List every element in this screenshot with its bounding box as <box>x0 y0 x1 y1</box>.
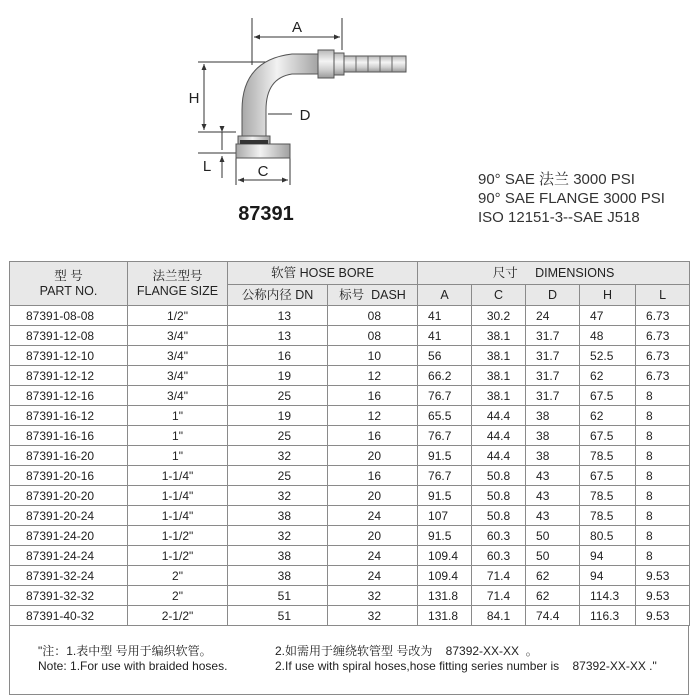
cell-dn: 38 <box>228 566 328 586</box>
cell-part-no: 87391-12-10 <box>10 346 128 366</box>
cell-c: 44.4 <box>472 406 526 426</box>
header-d: D <box>526 285 580 306</box>
cell-c: 50.8 <box>472 466 526 486</box>
table-row <box>10 606 690 626</box>
table-row <box>10 486 690 506</box>
cell-d: 31.7 <box>526 326 580 346</box>
cell-flange-size: 3/4" <box>128 326 228 346</box>
dim-label-c: C <box>257 163 269 180</box>
cell-l: 9.53 <box>636 606 690 626</box>
cell-dash: 16 <box>328 466 418 486</box>
cell-part-no: 87391-40-32 <box>10 606 128 626</box>
cell-dn: 16 <box>228 346 328 366</box>
cell-part-no: 87391-24-24 <box>10 546 128 566</box>
cell-l: 8 <box>636 426 690 446</box>
cell-h: 94 <box>580 566 636 586</box>
cell-l: 8 <box>636 406 690 426</box>
cell-dn: 19 <box>228 406 328 426</box>
cell-c: 38.1 <box>472 366 526 386</box>
cell-h: 114.3 <box>580 586 636 606</box>
dim-label-a: A <box>291 19 303 36</box>
notes-box <box>9 626 689 695</box>
cell-flange-size: 2-1/2" <box>128 606 228 626</box>
cell-c: 44.4 <box>472 426 526 446</box>
cell-d: 43 <box>526 506 580 526</box>
cell-h: 48 <box>580 326 636 346</box>
cell-d: 43 <box>526 486 580 506</box>
note-en-1: Note: 1.For use with braided hoses. <box>38 659 228 673</box>
header-dn: 公称内径 DN <box>228 285 328 306</box>
cell-h: 78.5 <box>580 506 636 526</box>
cell-c: 38.1 <box>472 326 526 346</box>
header-l: L <box>636 285 690 306</box>
cell-l: 6.73 <box>636 326 690 346</box>
header-part-no-en: PART NO. <box>39 283 98 298</box>
cell-dn: 13 <box>228 306 328 326</box>
cell-flange-size: 1-1/4" <box>128 506 228 526</box>
cell-l: 6.73 <box>636 366 690 386</box>
spec-lines <box>478 170 665 227</box>
table-row <box>10 566 690 586</box>
header-a: A <box>418 285 472 306</box>
cell-h: 94 <box>580 546 636 566</box>
cell-h: 67.5 <box>580 386 636 406</box>
dim-label-d: D <box>299 107 311 124</box>
cell-a: 66.2 <box>418 366 472 386</box>
cell-h: 47 <box>580 306 636 326</box>
dimensions-table <box>9 261 690 626</box>
cell-h: 52.5 <box>580 346 636 366</box>
cell-a: 107 <box>418 506 472 526</box>
cell-dash: 08 <box>328 306 418 326</box>
table-row <box>10 546 690 566</box>
note-en-2: 2.If use with spiral hoses,hose fitting series number is 87392-XX-XX ." <box>275 659 657 673</box>
cell-part-no: 87391-20-20 <box>10 486 128 506</box>
cell-c: 60.3 <box>472 546 526 566</box>
header-flange-cn: 法兰型号 <box>152 268 203 283</box>
table-row <box>10 506 690 526</box>
cell-a: 131.8 <box>418 586 472 606</box>
cell-dn: 38 <box>228 546 328 566</box>
cell-flange-size: 3/4" <box>128 366 228 386</box>
cell-a: 76.7 <box>418 426 472 446</box>
cell-l: 8 <box>636 526 690 546</box>
cell-d: 62 <box>526 586 580 606</box>
header-c: C <box>472 285 526 306</box>
cell-d: 62 <box>526 566 580 586</box>
cell-flange-size: 1" <box>128 426 228 446</box>
cell-flange-size: 1-1/4" <box>128 486 228 506</box>
cell-dn: 19 <box>228 366 328 386</box>
cell-part-no: 87391-16-12 <box>10 406 128 426</box>
cell-a: 109.4 <box>418 546 472 566</box>
cell-part-no: 87391-24-20 <box>10 526 128 546</box>
cell-dash: 32 <box>328 606 418 626</box>
cell-dash: 16 <box>328 426 418 446</box>
cell-dn: 51 <box>228 606 328 626</box>
dim-label-h: H <box>188 90 200 107</box>
spec-line: 90° SAE FLANGE 3000 PSI <box>478 190 665 207</box>
cell-d: 43 <box>526 466 580 486</box>
cell-c: 50.8 <box>472 486 526 506</box>
header-dimensions: 尺寸 DIMENSIONS <box>418 262 690 285</box>
cell-a: 91.5 <box>418 446 472 466</box>
cell-dash: 10 <box>328 346 418 366</box>
header-flange-en: FLANGE SIZE <box>136 283 219 298</box>
spec-line: ISO 12151-3--SAE J518 <box>478 209 640 226</box>
cell-c: 38.1 <box>472 346 526 366</box>
cell-d: 38 <box>526 406 580 426</box>
dimensions-table-wrapper <box>9 261 689 695</box>
cell-h: 67.5 <box>580 426 636 446</box>
fitting-drawing <box>180 10 420 195</box>
cell-flange-size: 1-1/2" <box>128 526 228 546</box>
cell-l: 8 <box>636 506 690 526</box>
cell-h: 67.5 <box>580 466 636 486</box>
cell-part-no: 87391-16-20 <box>10 446 128 466</box>
header-flange-size <box>128 262 228 306</box>
table-row <box>10 586 690 606</box>
cell-c: 44.4 <box>472 446 526 466</box>
cell-d: 38 <box>526 426 580 446</box>
cell-part-no: 87391-20-24 <box>10 506 128 526</box>
cell-dash: 20 <box>328 486 418 506</box>
cell-a: 131.8 <box>418 606 472 626</box>
note-cn-2: 2.如需用于缠绕软管型 号改为 87392-XX-XX 。 <box>275 644 538 658</box>
cell-part-no: 87391-32-24 <box>10 566 128 586</box>
cell-part-no: 87391-12-12 <box>10 366 128 386</box>
table-row <box>10 426 690 446</box>
cell-d: 31.7 <box>526 386 580 406</box>
cell-l: 9.53 <box>636 566 690 586</box>
cell-l: 6.73 <box>636 306 690 326</box>
cell-d: 24 <box>526 306 580 326</box>
header-part-no-cn: 型 号 <box>54 268 83 283</box>
cell-d: 50 <box>526 546 580 566</box>
cell-d: 31.7 <box>526 366 580 386</box>
cell-dash: 24 <box>328 546 418 566</box>
cell-flange-size: 1-1/2" <box>128 546 228 566</box>
cell-dn: 25 <box>228 386 328 406</box>
cell-flange-size: 1/2" <box>128 306 228 326</box>
cell-c: 84.1 <box>472 606 526 626</box>
table-row <box>10 346 690 366</box>
spec-line: 90° SAE 法兰 3000 PSI <box>478 171 635 188</box>
cell-a: 109.4 <box>418 566 472 586</box>
cell-dash: 24 <box>328 566 418 586</box>
cell-c: 30.2 <box>472 306 526 326</box>
header-dash: 标号 DASH <box>328 285 418 306</box>
cell-h: 116.3 <box>580 606 636 626</box>
cell-a: 76.7 <box>418 386 472 406</box>
cell-flange-size: 1-1/4" <box>128 466 228 486</box>
cell-flange-size: 2" <box>128 566 228 586</box>
cell-l: 6.73 <box>636 346 690 366</box>
table-row <box>10 366 690 386</box>
cell-dash: 12 <box>328 406 418 426</box>
cell-c: 71.4 <box>472 566 526 586</box>
table-row <box>10 406 690 426</box>
cell-d: 74.4 <box>526 606 580 626</box>
cell-l: 8 <box>636 486 690 506</box>
cell-flange-size: 1" <box>128 446 228 466</box>
cell-a: 91.5 <box>418 526 472 546</box>
cell-dash: 20 <box>328 526 418 546</box>
cell-h: 78.5 <box>580 486 636 506</box>
cell-c: 60.3 <box>472 526 526 546</box>
cell-part-no: 87391-20-16 <box>10 466 128 486</box>
cell-dn: 13 <box>228 326 328 346</box>
cell-dn: 51 <box>228 586 328 606</box>
table-row <box>10 306 690 326</box>
dim-label-l: L <box>202 158 212 175</box>
cell-part-no: 87391-32-32 <box>10 586 128 606</box>
cell-dash: 12 <box>328 366 418 386</box>
cell-c: 38.1 <box>472 386 526 406</box>
cell-flange-size: 1" <box>128 406 228 426</box>
cell-dash: 20 <box>328 446 418 466</box>
cell-dash: 24 <box>328 506 418 526</box>
cell-h: 78.5 <box>580 446 636 466</box>
table-row <box>10 446 690 466</box>
cell-d: 50 <box>526 526 580 546</box>
note-cn-1: "注：1.表中型 号用于编织软管。 <box>38 644 212 658</box>
cell-dash: 16 <box>328 386 418 406</box>
table-row <box>10 326 690 346</box>
cell-flange-size: 3/4" <box>128 346 228 366</box>
cell-a: 65.5 <box>418 406 472 426</box>
cell-a: 41 <box>418 326 472 346</box>
cell-dn: 25 <box>228 426 328 446</box>
cell-part-no: 87391-16-16 <box>10 426 128 446</box>
table-row <box>10 386 690 406</box>
cell-l: 8 <box>636 466 690 486</box>
cell-dash: 32 <box>328 586 418 606</box>
cell-dn: 32 <box>228 526 328 546</box>
cell-l: 8 <box>636 446 690 466</box>
cell-c: 50.8 <box>472 506 526 526</box>
cell-dn: 32 <box>228 486 328 506</box>
cell-part-no: 87391-08-08 <box>10 306 128 326</box>
cell-l: 8 <box>636 546 690 566</box>
cell-a: 91.5 <box>418 486 472 506</box>
header-h: H <box>580 285 636 306</box>
cell-a: 41 <box>418 306 472 326</box>
cell-l: 9.53 <box>636 586 690 606</box>
cell-d: 31.7 <box>526 346 580 366</box>
table-row <box>10 526 690 546</box>
cell-d: 38 <box>526 446 580 466</box>
table-row <box>10 466 690 486</box>
cell-h: 62 <box>580 406 636 426</box>
cell-part-no: 87391-12-16 <box>10 386 128 406</box>
header-hose-bore: 软管 HOSE BORE <box>228 262 418 285</box>
cell-a: 56 <box>418 346 472 366</box>
cell-flange-size: 2" <box>128 586 228 606</box>
cell-h: 80.5 <box>580 526 636 546</box>
header-part-no <box>10 262 128 306</box>
cell-c: 71.4 <box>472 586 526 606</box>
part-number-title: 87391 <box>238 203 294 225</box>
cell-dn: 32 <box>228 446 328 466</box>
cell-part-no: 87391-12-08 <box>10 326 128 346</box>
cell-a: 76.7 <box>418 466 472 486</box>
cell-dash: 08 <box>328 326 418 346</box>
cell-flange-size: 3/4" <box>128 386 228 406</box>
cell-h: 62 <box>580 366 636 386</box>
cell-dn: 38 <box>228 506 328 526</box>
cell-l: 8 <box>636 386 690 406</box>
cell-dn: 25 <box>228 466 328 486</box>
